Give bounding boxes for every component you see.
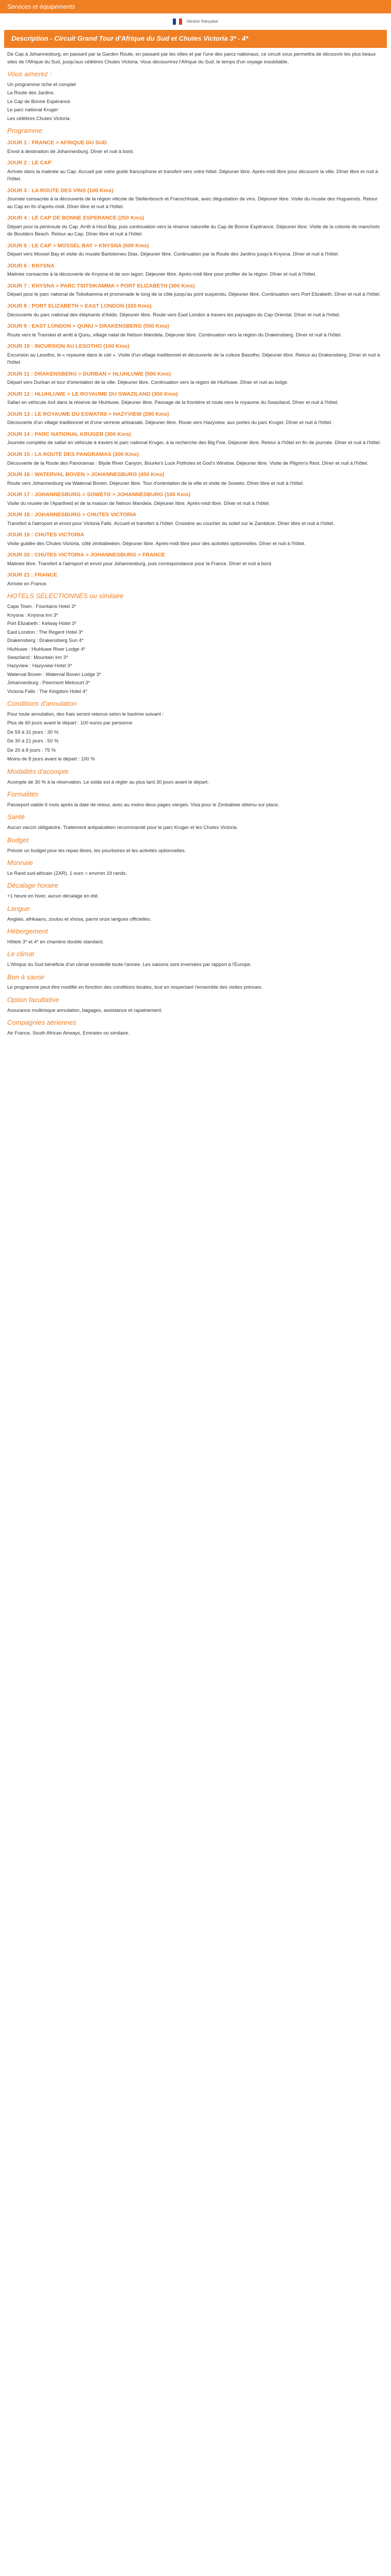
content bbox=[0, 48, 391, 1048]
day-item: JOUR 3 : LA ROUTE DES VINS (100 Kms) Journée consacrée à la découverte de la région viticole de Stellenbosch et Franschhoek, avec dégustation de vins. Déjeuner libre. Visite du musée des Huguenots. Retour au Cap en fin d'après-midi. Dîner libre et nuit à l'hôtel. bbox=[7, 187, 378, 210]
condition-item: De 59 à 31 jours : 30 % bbox=[7, 729, 59, 735]
day-item: JOUR 9 : EAST LONDON > QUNU > DRAKENSBERG (550 Kms) Route vers le Transkei et arrêt à Qunu, village natal de Nelson Mandela. Déjeuner libre. Continuation vers la région du Drakensberg. Dîner et nuit à l'hôtel. bbox=[7, 323, 342, 338]
day-item: JOUR 7 : KNYSNA > PARC TSITSIKAMMA > PORT ELIZABETH (300 Kms) Départ pour le parc national de Tsitsikamma et promenade le long de la côte jusqu'au pont suspendu. Déjeuner libre. Continuation vers Port Elizabeth. Dîner et nuit à l'hôtel. bbox=[7, 282, 381, 298]
hotel-item: Hluhluwe : Hluhluwe River Lodge 4* bbox=[7, 646, 86, 652]
condition-item: De 20 à 8 jours : 75 % bbox=[7, 747, 56, 753]
hotel-item: Swaziland : Mountain Inn 3* bbox=[7, 654, 68, 660]
day-item: JOUR 13 : LE ROYAUME DU ESWATINI > HAZYVIEW (280 Kms) Découverte d'un village traditionnel et d'une verrerie artisanale. Déjeuner libre. Route vers Hazyview, aux portes du parc Kruger. Dîner et nuit à l'hôtel. bbox=[7, 411, 333, 426]
day-item: JOUR 17 : JOHANNESBURG > SOWETO > JOHANNESBURG (100 Kms) Visite du musée de l'Apartheid et de la maison de Nelson Mandela. Déjeuner libre. Après-midi libre. Dîner et nuit à l'hôtel. bbox=[7, 492, 270, 506]
day-item: JOUR 10 : INCURSION AU LESOTHO (100 Kms) Excursion au Lesotho, le « royaume dans le ciel ». Visite d'un village traditionnel et découverte de la culture Basotho. Déjeuner libre. Retour au Drakensberg. Dîner et nuit à l'hôtel. bbox=[7, 343, 380, 366]
language-row[interactable] bbox=[0, 13, 391, 30]
programme-title: Programme bbox=[7, 127, 42, 135]
langue-title: Langue bbox=[7, 904, 30, 912]
like-item: Le Cap de Bonne Espérance bbox=[7, 98, 71, 105]
top-bar bbox=[0, 0, 391, 13]
compagnies-title: Compagnies aériennes bbox=[7, 1019, 76, 1027]
monnaie-title: Monnaie bbox=[7, 858, 33, 867]
hotel-item: Port Elizabeth : Kelway Hotel 3* bbox=[7, 621, 77, 627]
climat-title: Le climat bbox=[7, 950, 35, 958]
a-savoir-title: Bon à savoir bbox=[7, 973, 45, 981]
documents-text: Passeport valide 6 mois après la date de retour, avec au moins deux pages vierges. Visa pour le Zimbabwe obtenu sur place. bbox=[7, 802, 280, 808]
compagnies-text: Air France, South African Airways, Emirates ou similaire. bbox=[7, 1030, 130, 1037]
hotel-item: East London : The Regent Hotel 3* bbox=[7, 629, 84, 635]
hotel-item: Waterval Boven : Waterval Boven Lodge 3* bbox=[7, 671, 102, 677]
like-item: Un programme riche et complet bbox=[7, 81, 76, 88]
day-item: JOUR 20 : CHUTES VICTORIA > JOHANNESBURG > FRANCE Matinée libre. Transfert à l'aéroport et envol pour Johannesburg, puis correspondance pour la France. Dîner et nuit à bord. bbox=[7, 552, 273, 567]
site-name: Services et équipements bbox=[7, 3, 75, 10]
likes-list bbox=[7, 81, 384, 123]
day-item: JOUR 5 : LE CAP > MOSSEL BAY > KNYSNA (500 Kms) Départ vers Mossel Bay et visite du musée Bartolomeu Dias. Déjeuner libre. Continuation par la Route des Jardins jusqu'à Knysna. Dîner et nuit à l'hôtel. bbox=[7, 242, 339, 258]
day-item: JOUR 6 : KNYSNA Matinée consacrée à la découverte de Knysna et de son lagon. Déjeuner libre. Après-midi libre pour profiter de la région. Dîner et nuit à l'hôtel. bbox=[7, 262, 317, 278]
like-item: Les célèbres Chutes Victoria bbox=[7, 115, 70, 122]
language-label[interactable]: Version française bbox=[186, 19, 218, 24]
hotels-list bbox=[7, 603, 384, 696]
option-title: Option facultative bbox=[7, 995, 59, 1004]
a-savoir-text: Le programme peut être modifié en fonction des conditions locales, tout en respectant l'ensemble des visites prévues. bbox=[7, 985, 263, 991]
day-item: JOUR 11 : DRAKENSBERG > DURBAN > HLUHLUWE (500 Kms) Départ vers Durban et tour d'orientation de la ville. Déjeuner libre. Continuation vers la région de Hluhluwe. Dîner et nuit au lodge. bbox=[7, 370, 289, 386]
day-item: JOUR 4 : LE CAP DE BONNE ESPERANCE (250 Kms) Départ pour la péninsule du Cap. Arrêt à Hout Bay, puis continuation vers la réserve naturelle du Cap de Bonne Espérance. Déjeuner libre. Visite de la colonie de manchots de Boulders Beach. Retour au Cap. Dîner libre et nuit à l'hôtel. bbox=[7, 215, 380, 238]
decalage-title: Décalage horaire bbox=[7, 882, 59, 890]
documents-title: Formalités bbox=[7, 790, 39, 798]
hotel-item: Knysna : Knysna Inn 3* bbox=[7, 612, 58, 618]
likes-title: Vous aimerez : bbox=[7, 70, 52, 78]
day-item: JOUR 18 : JOHANNESBURG > CHUTES VICTORIA Transfert à l'aéroport et envol pour Victoria Falls. Accueil et transfert à l'hôtel. Croisière au coucher du soleil sur le Zambèze. Dîner libre et nuit à l'hôtel. bbox=[7, 512, 335, 527]
hebergement-text: Hôtels 3* et 4* en chambre double standard. bbox=[7, 939, 104, 945]
climat-text: L'Afrique du Sud bénéficie d'un climat ensoleillé toute l'année. Les saisons sont inversées par rapport à l'Europe. bbox=[7, 962, 252, 968]
option-text: Assurance multirisque annulation, bagages, assistance et rapatriement. bbox=[7, 1007, 163, 1013]
day-item: JOUR 21 : FRANCE Arrivée en France. bbox=[7, 572, 57, 587]
decalage-text: +1 heure en hiver, aucun décalage en été. bbox=[7, 893, 99, 900]
langue-text: Anglais, afrikaans, zoulou et xhosa, parmi onze langues officielles. bbox=[7, 916, 152, 922]
condition-item: Plus de 60 jours avant le départ : 100 euros par personne bbox=[7, 720, 133, 726]
french-flag-icon bbox=[173, 19, 182, 25]
hotel-item: Hazyview : Hazyview Hotel 3* bbox=[7, 663, 72, 669]
monnaie-text: Le Rand sud-africain (ZAR). 1 euro = environ 19 rands. bbox=[7, 870, 127, 876]
like-item: La Route des Jardins bbox=[7, 90, 54, 96]
day-item: JOUR 19 : CHUTES VICTORIA Visite guidée des Chutes Victoria, côté zimbabwéen. Déjeuner libre. Après-midi libre pour des activités optionnelles. Dîner et nuit à l'hôtel. bbox=[7, 532, 306, 547]
hotel-item: Cape Town : Fountains Hotel 3* bbox=[7, 604, 76, 610]
title-banner bbox=[4, 30, 387, 48]
condition-item: De 30 à 21 jours : 50 % bbox=[7, 738, 59, 744]
day-item: JOUR 2 : LE CAP Arrivée dans la matinée au Cap. Accueil par votre guide francophone et transfert vers votre hôtel. Déjeuner libre. Après-midi libre pour découvrir la ville. Dîner libre et nuit à l'hôtel. bbox=[7, 160, 378, 182]
condition-item: Pour toute annulation, des frais seront retenus selon le barème suivant : bbox=[7, 711, 164, 718]
like-item: Le parc national Kruger bbox=[7, 107, 58, 113]
day-item: JOUR 15 : LA ROUTE DES PANORAMAS (300 Kms) Découverte de la Route des Panoramas : Blyde River Canyon, Bourke's Luck Potholes et God's Window. Déjeuner libre. Visite de Pilgrim's Rest. Dîner et nuit à l'hôtel. bbox=[7, 451, 368, 466]
day-item: JOUR 16 : WATERVAL BOVEN > JOHANNESBURG (450 Kms) Route vers Johannesburg via Waterval Boven. Déjeuner libre. Tour d'orientation de la ville et visite de Soweto. Dîner libre et nuit à l'hôtel. bbox=[7, 471, 304, 486]
day-list bbox=[7, 140, 384, 588]
intro: De Cap à Johannesburg, en passant par la Garden Route, en passant par les villes et par l'une des parcs nationaux, ce circuit vous permettra de découvrir les plus beaux sites de l'Afrique du Sud, jusqu'aux célèbres Chutes Victoria. Vous découvrirez l'Afrique du Sud, le temps d'un voyage inoubliable. bbox=[7, 52, 376, 65]
page-title: Description - Circuit Grand Tour d'Afrique du Sud et Chutes Victoria 3* - 4* bbox=[11, 35, 249, 42]
bottom-spacer bbox=[7, 1039, 384, 1043]
hotel-item: Drakensberg : Drakensberg Sun 4* bbox=[7, 638, 84, 644]
conditions-title: Conditions d'annulation bbox=[7, 700, 77, 708]
hotels-title: HOTELS SÉLECTIONNÉS ou similaire bbox=[7, 592, 124, 600]
conditions-list bbox=[7, 711, 384, 764]
hotel-item: Johannesburg : Peermont Metcourt 3* bbox=[7, 680, 90, 686]
hebergement-title: Hébergement bbox=[7, 927, 48, 935]
page bbox=[0, 0, 391, 1048]
budget-text: Prévoir un budget pour les repas libres, les pourboires et les activités optionnelles. bbox=[7, 848, 186, 854]
paiement-text: Acompte de 30 % à la réservation. Le solde est à régler au plus tard 30 jours avant le départ. bbox=[7, 779, 209, 785]
condition-item: Moins de 8 jours avant le départ : 100 % bbox=[7, 756, 95, 762]
day-item: JOUR 14 : PARC NATIONAL KRUGER (300 Kms) Journée complète de safari en véhicule à travers le parc national Kruger, à la recherche des Big Five. Déjeuner libre. Retour à l'hôtel en fin de journée. Dîner et nuit à l'hôtel. bbox=[7, 431, 381, 446]
day-item: JOUR 1 : FRANCE > AFRIQUE DU SUD Envol à destination de Johannesburg. Dîner et nuit à bord. bbox=[7, 140, 134, 155]
day-item: JOUR 12 : HLUHLUWE > LE ROYAUME DU SWAZILAND (350 Kms) Safari en véhicule 4x4 dans la réserve de Hluhluwe. Déjeuner libre. Passage de la frontière et route vers le royaume du Swaziland. Dîner et nuit à l'hôtel. bbox=[7, 391, 339, 406]
hotel-item: Victoria Falls : The Kingdom Hotel 4* bbox=[7, 688, 87, 694]
paiement-title: Modalités d'acompte bbox=[7, 767, 69, 775]
budget-title: Budget bbox=[7, 836, 29, 844]
day-item: JOUR 8 : PORT ELIZABETH > EAST LONDON (320 Kms) Découverte du parc national des éléphants d'Addo. Déjeuner libre. Route vers East London à travers les paysages du Cap Oriental. Dîner et nuit à l'hôtel. bbox=[7, 302, 340, 318]
sante-text: Aucun vaccin obligatoire. Traitement antipaludéen recommandé pour le parc Kruger et les Chutes Victoria. bbox=[7, 825, 238, 831]
sante-title: Santé bbox=[7, 813, 25, 821]
